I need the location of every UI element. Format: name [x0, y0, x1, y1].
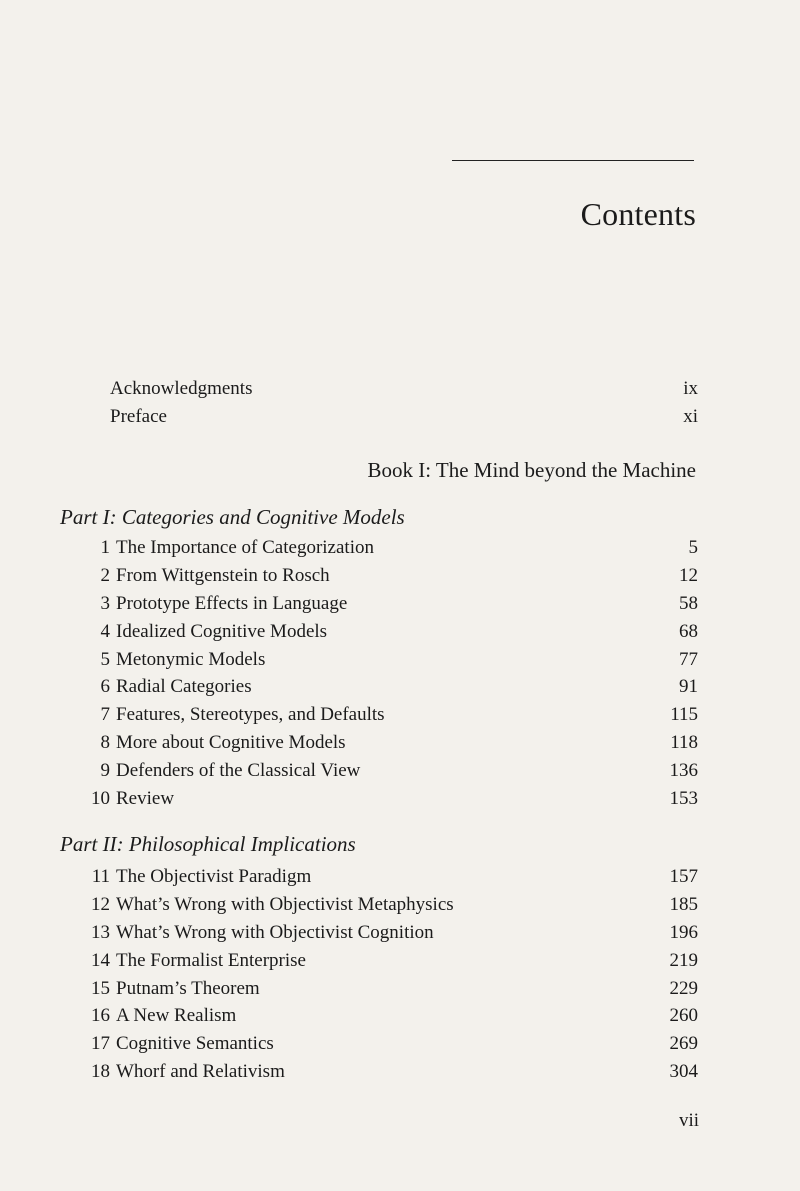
chapter-number: 3: [100, 592, 110, 614]
chapter-page: 260: [669, 1005, 698, 1027]
chapter-title: Idealized Cognitive Models: [116, 620, 328, 642]
chapter-number: 13: [91, 921, 110, 943]
entry-page: ix: [683, 378, 698, 399]
front-matter-entry-acknowledgments: [110, 375, 698, 403]
chapter-title: From Wittgenstein to Rosch: [116, 564, 330, 586]
chapter-title: Features, Stereotypes, and Defaults: [116, 704, 385, 726]
chapter-number: 12: [91, 893, 110, 915]
chapter-number: 16: [91, 1005, 110, 1027]
chapter-title: More about Cognitive Models: [116, 732, 346, 754]
book-heading: Book I: The Mind beyond the Machine: [367, 458, 696, 482]
chapter-page: 196: [669, 921, 698, 943]
chapter-title: Defenders of the Classical View: [116, 760, 361, 782]
chapter-entry: [88, 978, 698, 1006]
page-number: vii: [678, 1110, 699, 1131]
chapter-title: A New Realism: [116, 1005, 237, 1027]
chapter-page: 115: [670, 704, 698, 726]
chapter-page: 68: [679, 620, 698, 642]
chapter-entry: [88, 704, 698, 732]
entry-title: Preface: [110, 406, 167, 427]
front-matter: [110, 375, 698, 431]
chapter-page: 153: [669, 788, 698, 810]
chapter-page: 157: [669, 866, 698, 887]
chapter-number: 7: [100, 704, 110, 726]
part-heading-2: Part II: Philosophical Implications: [60, 832, 356, 856]
chapter-entry: [88, 866, 698, 894]
part-2-chapter-list: [88, 866, 698, 1089]
top-rule: [452, 160, 694, 161]
chapter-page: 118: [670, 732, 698, 754]
chapter-entry: [88, 760, 698, 788]
chapter-number: 5: [100, 648, 110, 670]
chapter-page: 219: [669, 949, 698, 971]
chapter-number: 11: [91, 866, 110, 887]
chapter-title: What’s Wrong with Objectivist Cognition: [116, 921, 434, 943]
chapter-title: Radial Categories: [116, 676, 252, 698]
chapter-number: 17: [91, 1033, 110, 1055]
part-heading-1: Part I: Categories and Cognitive Models: [60, 505, 405, 529]
chapter-page: 58: [679, 592, 698, 614]
chapter-number: 1: [100, 537, 110, 558]
chapter-title: The Objectivist Paradigm: [116, 866, 312, 887]
part-1-chapter-list: [88, 537, 698, 816]
chapter-page: 269: [669, 1033, 698, 1055]
chapter-title: Prototype Effects in Language: [116, 592, 348, 614]
chapter-number: 8: [100, 732, 110, 754]
entry-title: Acknowledgments: [110, 378, 253, 399]
chapter-page: 136: [669, 760, 698, 782]
front-matter-entry-preface: [110, 403, 698, 431]
chapter-entry: [88, 732, 698, 760]
chapter-title: Putnam’s Theorem: [116, 977, 260, 999]
chapter-title: The Formalist Enterprise: [116, 949, 306, 971]
chapter-page: 5: [688, 537, 698, 558]
chapter-title: Whorf and Relativism: [116, 1061, 285, 1083]
chapter-number: 14: [91, 949, 110, 971]
chapter-number: 6: [100, 676, 110, 698]
chapter-page: 229: [669, 977, 698, 999]
chapter-title: Metonymic Models: [116, 648, 266, 670]
chapter-entry: [88, 788, 698, 816]
chapter-title: Review: [116, 788, 175, 810]
chapter-page: 77: [679, 648, 698, 670]
chapter-entry: [88, 1033, 698, 1061]
chapter-entry: [88, 649, 698, 677]
chapter-entry: [88, 922, 698, 950]
chapter-number: 9: [100, 760, 110, 782]
chapter-number: 18: [91, 1061, 110, 1083]
chapter-number: 4: [100, 620, 110, 642]
chapter-entry: [88, 894, 698, 922]
chapter-entry: [88, 565, 698, 593]
chapter-title: What’s Wrong with Objectivist Metaphysics: [116, 893, 454, 915]
chapter-entry: [88, 950, 698, 978]
chapter-entry: [88, 676, 698, 704]
chapter-page: 12: [679, 564, 698, 586]
chapter-entry: [88, 621, 698, 649]
chapter-number: 15: [91, 977, 110, 999]
page-title: Contents: [580, 196, 696, 232]
chapter-entry: [88, 537, 698, 565]
chapter-page: 185: [669, 893, 698, 915]
chapter-number: 10: [91, 788, 110, 810]
chapter-page: 91: [679, 676, 698, 698]
chapter-entry: [88, 593, 698, 621]
chapter-entry: [88, 1005, 698, 1033]
chapter-entry: [88, 1061, 698, 1089]
chapter-page: 304: [669, 1061, 698, 1083]
chapter-title: The Importance of Categorization: [116, 537, 374, 558]
chapter-number: 2: [100, 564, 110, 586]
chapter-title: Cognitive Semantics: [116, 1033, 274, 1055]
entry-page: xi: [683, 406, 698, 427]
